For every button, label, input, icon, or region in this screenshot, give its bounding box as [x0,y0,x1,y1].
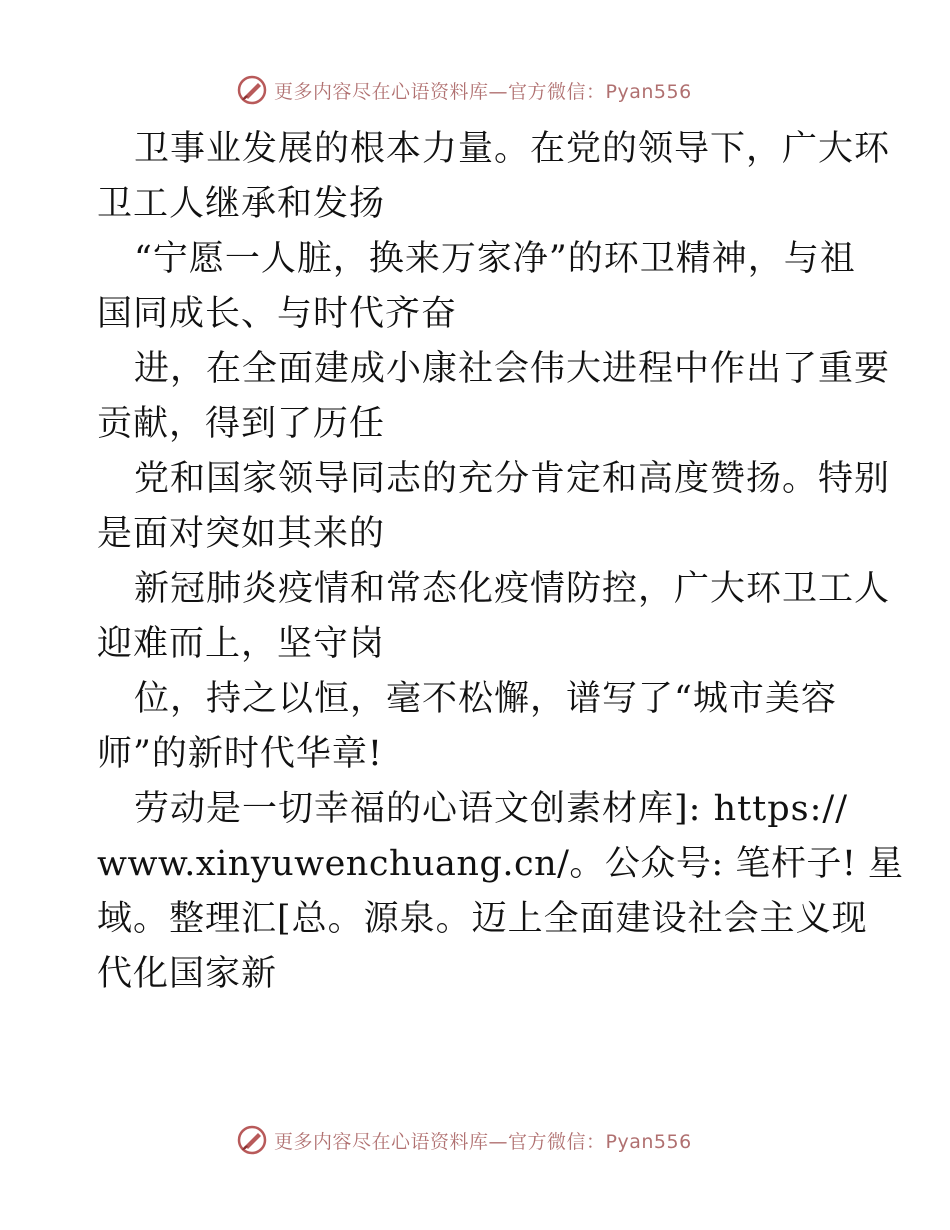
body-line: 位，持之以恒，毫不松懈，谱写了“城市美容 [134,679,837,719]
footer-watermark-text: 更多内容尽在心语资料库—官方微信：Pyan556 [274,1130,692,1153]
body-line: 进，在全面建成小康社会伟大进程中作出了重要 [134,349,891,389]
brush-logo-icon [236,74,268,106]
document-body [97,122,904,1002]
body-line: 迎难而上，坚守岗 [97,624,386,664]
header-watermark-text: 更多内容尽在心语资料库—官方微信：Pyan556 [274,80,692,103]
body-line: 卫事业发展的根本力量。在党的领导下，广大环 [134,129,891,169]
body-line: 师”的新时代华章! [97,734,383,774]
body-line: “宁愿一人脏，换来万家净”的环卫精神，与祖 [134,239,856,279]
body-line: 新冠肺炎疫情和常态化疫情防控，广大环卫工人 [134,569,891,609]
footer-watermark [236,1123,692,1157]
body-line: 劳动是一切幸福的心语文创素材库]: https:// [134,789,848,829]
brush-logo-icon [236,1124,268,1156]
header-watermark [236,73,692,107]
body-line: 党和国家领导同志的充分肯定和高度赞扬。特别 [134,459,891,499]
body-line: 是面对突如其来的 [97,514,386,554]
body-line: 卫工人继承和发扬 [97,184,386,224]
body-line: 域。整理汇[总。源泉。迈上全面建设社会主义现 [97,899,868,939]
body-line: 代化国家新 [97,954,278,994]
body-line: www.xinyuwenchuang.cn/。公众号: 笔杆子! 星 [97,844,904,884]
body-line: 贡献，得到了历任 [97,404,386,444]
body-line: 国同成长、与时代齐奋 [97,294,458,334]
